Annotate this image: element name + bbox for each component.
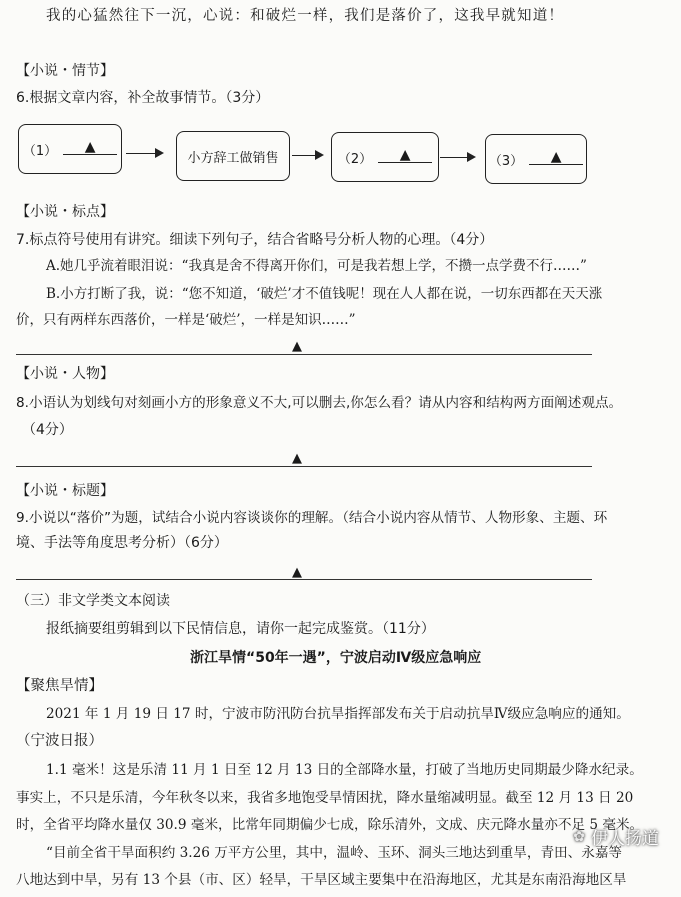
paragraph-2-line1: 1.1 毫米！这是乐清 11 月 1 日至 12 月 13 日的全部降水量，打破了当地历史同期最少降水纪录。 — [46, 762, 643, 778]
answer-line — [16, 354, 592, 355]
plot-box-4-answer-blank — [529, 150, 583, 165]
plot-box-3-label: （2） — [337, 151, 373, 167]
paragraph-2-line2: 事实上，不只是乐清，今年秋冬以来，我省多地饱受旱情困扰，降水量缩减明显。截至 12 月 13 日 20 — [16, 790, 634, 806]
paragraph-2-line3: 时，全省平均降水量仅 30.9 毫米，比常年同期偏少七成，除乐清外，文成、庆元降水量亦不足 5 毫米。 — [16, 817, 644, 833]
section-title-heading: 【小说・标题】 — [16, 483, 114, 499]
question-7-option-a: A.她几乎流着眼泪说：“我真是舍不得离开你们，可是我若想上学，不攒一点学费不行……” — [46, 258, 587, 274]
question-8-line2: （4分） — [22, 422, 73, 438]
plot-box-1-answer-blank — [63, 140, 117, 155]
question-7: 7.标点符号使用有讲究。细读下列句子，结合省略号分析人物的心理。（4分） — [16, 232, 494, 248]
triangle-marker-icon: ▲ — [292, 339, 302, 354]
plot-box-3-answer-blank — [378, 148, 432, 163]
plot-box-2 — [176, 131, 290, 181]
answer-line — [16, 466, 592, 467]
plot-box-4 — [485, 134, 587, 184]
question-7-option-b-line2: 价，只有两样东西落价，一样是‘破烂’，一样是知识……” — [16, 312, 356, 328]
plot-box-1 — [18, 124, 122, 174]
arrow-right-icon — [292, 155, 322, 156]
wechat-icon: ✿ — [573, 828, 585, 845]
article-title: 浙江旱情“50年一遇”，宁波启动Ⅳ级应急响应 — [190, 650, 482, 666]
question-8-line1: 8.小语认为划线句对刻画小方的形象意义不大,可以删去,你怎么看？请从内容和结构两方面阐述观点。 — [16, 395, 623, 411]
section-punct-heading: 【小说・标点】 — [16, 204, 114, 220]
plot-box-1-label: （1） — [22, 143, 58, 159]
watermark — [573, 824, 659, 849]
arrow-right-icon — [440, 157, 474, 158]
triangle-marker-icon: ▲ — [292, 565, 302, 580]
triangle-marker-icon: ▲ — [292, 451, 302, 466]
question-6: 6.根据文章内容，补全故事情节。（3分） — [16, 90, 270, 106]
question-7-option-b-line1: B.小方打断了我，说：“您不知道，‘破烂’才不值钱呢！现在人人都在说，一切东西都在天天涨 — [46, 286, 603, 302]
plot-box-3 — [331, 132, 439, 182]
paragraph-1-line1: 2021 年 1 月 19 日 17 时，宁波市防汛防台抗旱指挥部发布关于启动抗旱Ⅳ级应急响应的通知。 — [46, 706, 630, 722]
section-plot-heading: 【小说・情节】 — [16, 63, 114, 79]
paragraph-3-line1: “目前全省干旱面积约 3.26 万平方公里，其中，温岭、玉环、洞头三地达到重旱，青田、永嘉等 — [46, 845, 623, 861]
plot-box-2-label: 小方辞工做销售 — [187, 150, 279, 166]
plot-box-4-label: （3） — [488, 153, 524, 169]
top-line: 我的心猛然往下一沉，心说：和破烂一样，我们是落价了，这我早就知道！ — [46, 8, 565, 24]
answer-line — [16, 579, 592, 580]
triangle-marker-icon: ▲ — [550, 148, 562, 165]
triangle-marker-icon: ▲ — [399, 146, 411, 163]
part-3-heading: （三）非文学类文本阅读 — [16, 593, 170, 609]
paragraph-1-line2: （宁波日报） — [16, 733, 103, 749]
focus-heading: 【聚焦旱情】 — [16, 678, 103, 694]
paragraph-3-line2: 八地达到中旱，另有 13 个县（市、区）轻旱，干旱区域主要集中在沿海地区，尤其是东南沿海地区旱 — [16, 872, 627, 888]
section-character-heading: 【小说・人物】 — [16, 366, 114, 382]
question-9-line1: 9.小说以“落价”为题，试结合小说内容谈谈你的理解。（结合小说内容从情节、人物形象、主题、环 — [16, 510, 608, 526]
question-9-line2: 境、手法等角度思考分析）（6分） — [16, 535, 228, 551]
arrow-right-icon — [126, 153, 162, 154]
watermark-text: 伊人扬道 — [591, 829, 659, 849]
triangle-marker-icon: ▲ — [84, 138, 96, 155]
part-3-intro: 报纸摘要组剪辑到以下民情信息，请你一起完成鉴赏。（11分） — [46, 621, 435, 637]
